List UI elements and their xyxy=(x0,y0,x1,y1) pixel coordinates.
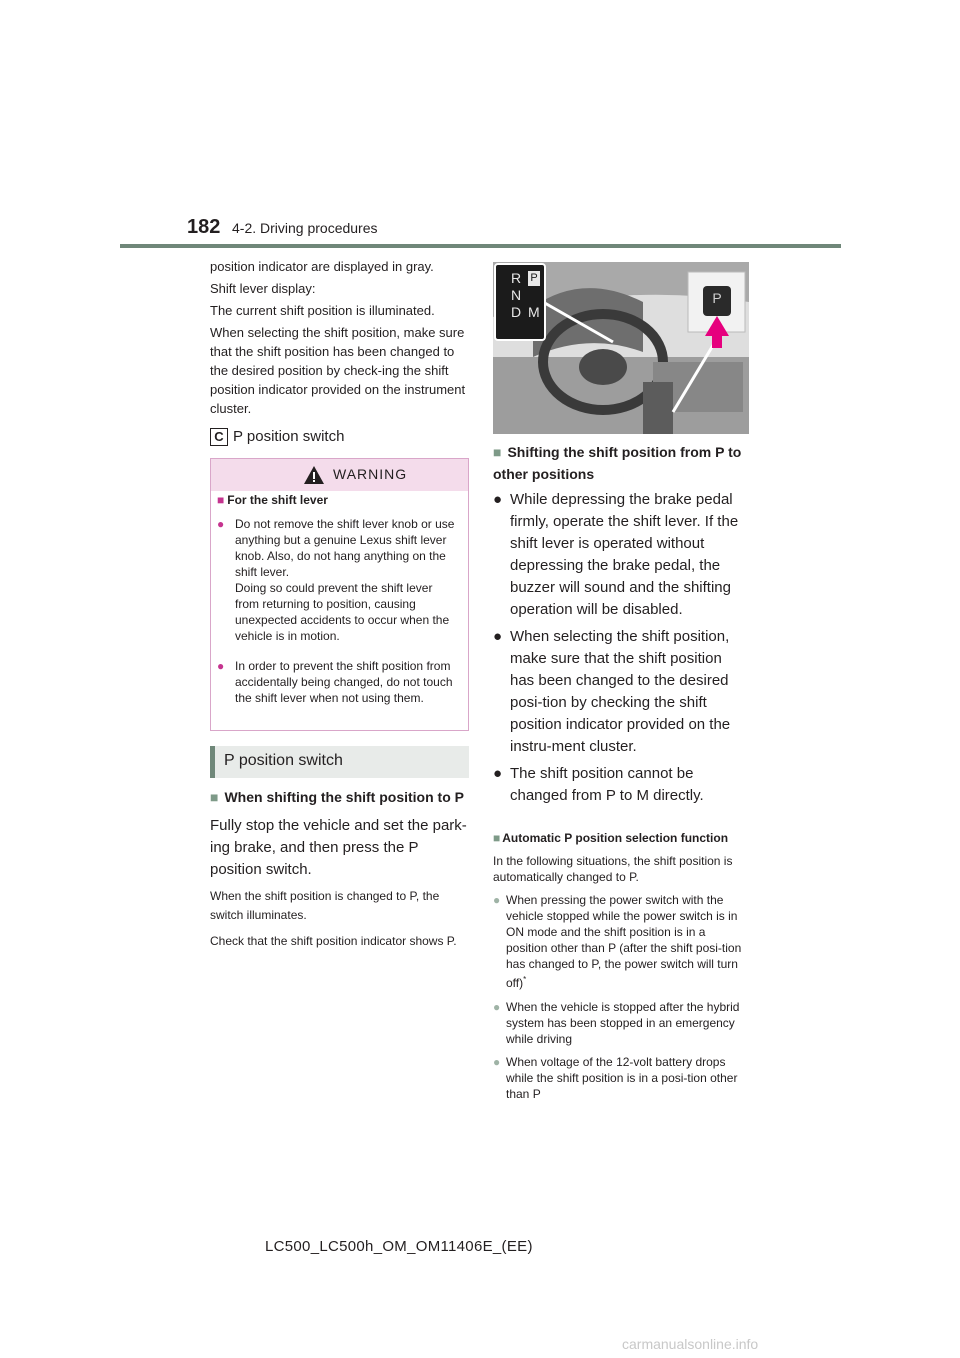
paragraph: In the following situations, the shift position is automatically changed to P. xyxy=(493,854,733,884)
dot-bullet-icon: ● xyxy=(493,1055,501,1069)
dot-bullet-icon: ● xyxy=(493,628,503,645)
warning-subhead: ■ For the shift lever xyxy=(217,493,328,507)
list-item: ● When pressing the power switch with the vehicle stopped while the power switch is in ON mode and the shift position is in a position other than P (after the shift posi-tion has changed to P, the power switch will turn off)* xyxy=(493,893,742,990)
subheading: ■ When shifting the shift position to P xyxy=(210,789,464,805)
dot-bullet-icon: ● xyxy=(217,659,225,673)
page-number: 182 xyxy=(187,216,221,238)
list-item: ● While depressing the brake pedal firmly, operate the shift lever. If the shift lever is operated without depressing the brake pedal, the buzzer will sound and the shifting operation will be disabled. xyxy=(493,491,739,618)
square-bullet-icon: ■ xyxy=(493,831,501,845)
square-bullet-icon: ■ xyxy=(210,789,219,805)
paragraph: The current shift position is illuminated. xyxy=(210,303,435,318)
list-item: ● When selecting the shift position, make sure that the shift position has been changed to the desired posi-tion by checking the shift position indicator provided on the instru-ment cluster. xyxy=(493,628,731,755)
dot-bullet-icon: ● xyxy=(217,517,225,531)
list-item: ● When the vehicle is stopped after the hybrid system has been stopped in an emergency while driving xyxy=(493,1000,740,1046)
warning-bullet-continued: Doing so could prevent the shift lever from returning to position, causing unexpected accidents to occur when the vehicle is in motion. xyxy=(235,581,450,643)
note-paragraph: When the shift position is changed to P, the switch illuminates. xyxy=(210,889,440,922)
dot-bullet-icon: ● xyxy=(493,491,503,508)
dot-bullet-icon: ● xyxy=(493,893,501,907)
paragraph: position indicator are displayed in gray. xyxy=(210,259,434,274)
section-title: 4-2. Driving procedures xyxy=(232,220,378,236)
header-rule xyxy=(120,244,841,248)
paragraph: When selecting the shift position, make sure that the shift position has been changed to the desired position by check-ing the shift position indicator provided on the instrument cluster. xyxy=(210,325,466,416)
p-switch-label: P xyxy=(712,290,722,306)
warning-box xyxy=(210,458,469,731)
callout-c-box: C xyxy=(210,428,228,446)
indicator-r: R xyxy=(511,270,522,286)
indicator-d: D xyxy=(511,304,522,320)
dot-bullet-icon: ● xyxy=(493,1000,501,1014)
indicator-m: M xyxy=(528,304,540,320)
section-heading: P position switch xyxy=(210,746,469,778)
warning-bullet: ● In order to prevent the shift position from accidentally being changed, do not touch the shift lever when not using them. xyxy=(217,659,453,705)
paragraph: Shift lever display: xyxy=(210,281,316,296)
callout-c-label: P position switch xyxy=(233,428,345,445)
list-item: ● The shift position cannot be changed from P to M directly. xyxy=(493,765,704,804)
note-paragraph: Check that the shift position indicator shows P. xyxy=(210,934,457,948)
watermark: carmanualsonline.info xyxy=(622,1336,759,1352)
shift-illustration xyxy=(493,262,749,434)
subheading: ■ Shifting the shift position from P to other positions xyxy=(493,444,742,482)
body-paragraph: Fully stop the vehicle and set the park-ing brake, and then press the P position switch. xyxy=(210,817,467,878)
indicator-n: N xyxy=(511,287,522,303)
list-item: ● When voltage of the 12-volt battery drops while the shift position is in a posi-tion other than P xyxy=(493,1055,738,1101)
dot-bullet-icon: ● xyxy=(493,765,503,782)
warning-bullet: ● Do not remove the shift lever knob or use anything but a genuine Lexus shift lever knob. Also, do not hang anything on the shift lever. xyxy=(217,517,455,579)
warning-label: WARNING xyxy=(333,466,408,482)
subheading: ■ Automatic P position selection function xyxy=(493,831,729,845)
square-bullet-icon: ■ xyxy=(493,444,502,460)
dashboard-image xyxy=(493,262,749,434)
document-code: LC500_LC500h_OM_OM11406E_(EE) xyxy=(265,1238,533,1255)
square-bullet-icon: ■ xyxy=(217,493,225,507)
indicator-p: P xyxy=(528,271,540,286)
